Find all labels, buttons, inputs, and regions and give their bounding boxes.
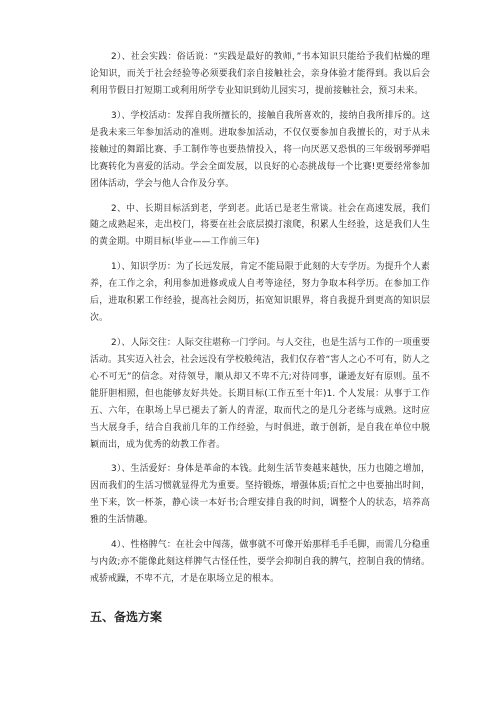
paragraph-knowledge-education: 1）、知识学历：为了长远发展，肯定不能局限于此刻的大专学历。为提升个人素养，在工作之余，利用参加进修或成人自考等途径，努力争取本科学历。在参加工作后，进取积累工作经验，提高社会阅历，拓宽知识眼界，将自我提升到更高的知识层次。 bbox=[90, 262, 430, 324]
paragraph-interpersonal: 2）、人际交往：人际交往堪称一门学问。与人交往，也是生活与工作的一项重要活动。其实迈入社会，社会远没有学校般纯洁，我们仅存着“害人之心不可有，防人之心不可无”的信念。对待领导，顺从却又不卑不亢;对待同事，谦逊友好有原则。虽不能肝胆相照，但也能够友好共处。长期目标(工作五至十年)1. 个人发展：从事于工作五、六年，在职场上早已褪去了新人的青涩，取而代之的是几分老练与成熟。这时应当大展身手，结合自我前几年的工作经验，与时俱进，敢于创新，是自我在单位中脱颖而出，成为优秀的幼教工作者。 bbox=[90, 337, 430, 450]
paragraph-lifestyle: 3）、生活爱好：身体是革命的本钱。此刻生活节奏越来越快，压力也随之增加，因而我们的生活习惯就显得尤为重要。坚持锻炼，增强体质;百忙之中也要抽出时间，坐下来，饮一杯茶，静心读一本好书;合理安排自我的时间，调整个人的状态，培养高雅的生活情趣。 bbox=[90, 464, 430, 526]
section-heading: 五、备选方案 bbox=[90, 609, 163, 624]
paragraph-personality: 4）、性格脾气：在社会中闯荡，做事就不可像开始那样毛手毛脚，而需几分稳重与内敛;亦不能像此刻这样脾气古怪任性，要学会抑制自我的脾气，控制自我的情绪。戒骄戒躁，不卑不亢，才是在职场立足的根本。 bbox=[90, 540, 430, 584]
paragraph-social-practice: 2）、社会实践：俗话说：“实践是最好的教师，”书本知识只能给予我们枯燥的理论知识，而关于社会经验等必须要我们亲自接触社会，亲身体验才能得到。我以后会利用节假日打短期工或利用所学专业知识到幼儿园实习，提前接触社会，预习未来。 bbox=[90, 52, 430, 97]
paragraph-mid-long-term-goals: 2、中、长期目标活到老，学到老。此话已是老生常谈。社会在高速发展，我们随之成熟起来，走出校门，将要在社会底层摸打滚爬，积累人生经验，这是我们人生的黄金期。中期目标(毕业——工作前三年) bbox=[90, 203, 430, 248]
paragraph-school-activities: 3）、学校活动：发挥自我所擅长的，接触自我所喜欢的，接纳自我所排斥的。这是我未来三年参加活动的准则。进取参加活动，不仅仅要参加自我擅长的，对于从未接触过的舞蹈比赛、手工制作等也要热情投入，将一向厌恶又恐惧的三年级钢琴弹唱比赛转化为喜爱的活动。学会全面发展，以良好的心态挑战每一个比赛!更要经常参加团体活动，学会与他人合作及分享。 bbox=[90, 110, 430, 189]
